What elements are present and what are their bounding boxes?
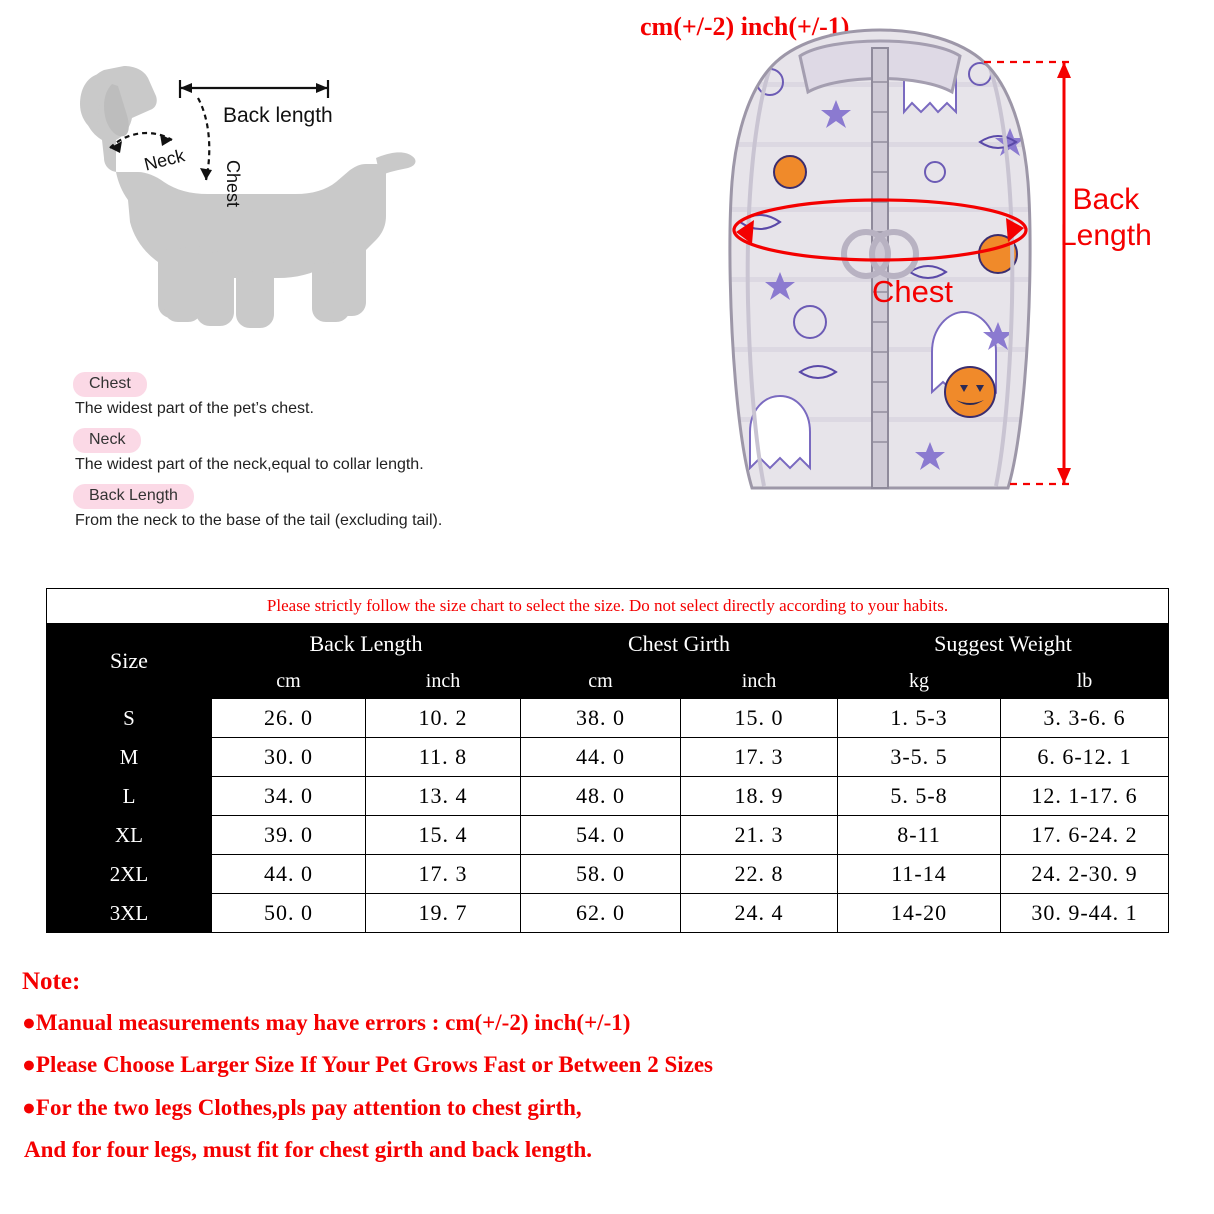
measurement-tolerance-note: cm(+/-2) inch(+/-1) [640, 12, 850, 41]
header-back-length: Back Length [212, 624, 521, 665]
row-back-cm: 26. 0 [212, 699, 366, 738]
note-line-4: And for four legs, must fit for chest girth and back length. [24, 1137, 592, 1163]
header-size: Size [47, 624, 212, 699]
row-weight-kg: 11-14 [838, 855, 1001, 894]
row-back-cm: 39. 0 [212, 816, 366, 855]
row-back-inch: 13. 4 [366, 777, 521, 816]
row-chest-cm: 48. 0 [521, 777, 681, 816]
row-chest-cm: 38. 0 [521, 699, 681, 738]
row-size: M [47, 738, 212, 777]
row-back-inch: 11. 8 [366, 738, 521, 777]
row-weight-lb: 17. 6-24. 2 [1001, 816, 1169, 855]
row-weight-lb: 12. 1-17. 6 [1001, 777, 1169, 816]
vest-product-photo-panel [640, 12, 1200, 572]
table-row [47, 894, 1169, 933]
table-row [47, 738, 1169, 777]
row-chest-inch: 15. 0 [681, 699, 838, 738]
table-row [47, 855, 1169, 894]
row-size: L [47, 777, 212, 816]
row-chest-inch: 18. 9 [681, 777, 838, 816]
row-weight-kg: 1. 5-3 [838, 699, 1001, 738]
legend-tag-neck: Neck [73, 428, 141, 453]
row-back-inch: 10. 2 [366, 699, 521, 738]
table-row [47, 699, 1169, 738]
row-chest-cm: 44. 0 [521, 738, 681, 777]
header-weight-lb: lb [1001, 665, 1169, 699]
table-row [47, 816, 1169, 855]
note-line-2: ●Please Choose Larger Size If Your Pet Grows Fast or Between 2 Sizes [22, 1052, 713, 1078]
legend-item-neck [73, 428, 593, 474]
header-chest-girth: Chest Girth [521, 624, 838, 665]
notes-section [22, 968, 1202, 1173]
legend-tag-back-length: Back Length [73, 484, 194, 509]
header-back-length-inch: inch [366, 665, 521, 699]
row-chest-inch: 22. 8 [681, 855, 838, 894]
row-chest-inch: 24. 4 [681, 894, 838, 933]
row-weight-lb: 24. 2-30. 9 [1001, 855, 1169, 894]
note-line-1: ●Manual measurements may have errors : cm(+/-2) inch(+/-1) [22, 1010, 631, 1035]
legend-tag-chest: Chest [73, 372, 147, 397]
row-chest-cm: 54. 0 [521, 816, 681, 855]
header-chest-inch: inch [681, 665, 838, 699]
row-back-inch: 15. 4 [366, 816, 521, 855]
row-weight-lb: 30. 9-44. 1 [1001, 894, 1169, 933]
legend-desc-neck: The widest part of the neck,equal to collar length. [75, 456, 424, 473]
row-size: S [47, 699, 212, 738]
diagram-chest-label: Chest [223, 160, 243, 208]
table-unit-header-row [47, 665, 1169, 699]
row-back-inch: 17. 3 [366, 855, 521, 894]
row-chest-cm: 62. 0 [521, 894, 681, 933]
notes-title: Note: [22, 968, 81, 995]
row-weight-kg: 5. 5-8 [838, 777, 1001, 816]
legend-item-back-length [73, 484, 593, 530]
header-chest-cm: cm [521, 665, 681, 699]
size-chart-table [46, 588, 1169, 933]
row-size: XL [47, 816, 212, 855]
vest-back-length-line1: Back [1072, 183, 1140, 216]
legend-desc-back-length: From the neck to the base of the tail (excluding tail). [75, 512, 443, 529]
measurement-legend [73, 372, 593, 540]
vest-back-length-label [1060, 182, 1152, 254]
row-back-cm: 34. 0 [212, 777, 366, 816]
diagram-back-length-label: Back length [223, 104, 333, 127]
row-back-cm: 50. 0 [212, 894, 366, 933]
header-back-length-cm: cm [212, 665, 366, 699]
table-notice-text: Please strictly follow the size chart to select the size. Do not select directly according to your habits. [47, 589, 1169, 624]
row-size: 2XL [47, 855, 212, 894]
legend-item-chest [73, 372, 593, 418]
header-weight-kg: kg [838, 665, 1001, 699]
size-chart-table-wrapper [46, 588, 1168, 933]
row-weight-kg: 8-11 [838, 816, 1001, 855]
diagram-neck-label: Neck [142, 145, 187, 175]
row-chest-inch: 17. 3 [681, 738, 838, 777]
table-group-header-row [47, 624, 1169, 665]
row-weight-kg: 3-5. 5 [838, 738, 1001, 777]
header-suggest-weight: Suggest Weight [838, 624, 1169, 665]
vest-chest-label: Chest [872, 274, 953, 309]
row-weight-lb: 6. 6-12. 1 [1001, 738, 1169, 777]
vest-back-length-line2: Length [1060, 219, 1152, 252]
row-weight-kg: 14-20 [838, 894, 1001, 933]
top-illustration-section [0, 0, 1214, 578]
row-back-inch: 19. 7 [366, 894, 521, 933]
row-size: 3XL [47, 894, 212, 933]
note-line-3: ●For the two legs Clothes,pls pay attention to chest girth, [22, 1094, 582, 1120]
legend-desc-chest: The widest part of the pet’s chest. [75, 400, 314, 417]
row-back-cm: 44. 0 [212, 855, 366, 894]
row-chest-cm: 58. 0 [521, 855, 681, 894]
pet-vest-image [680, 22, 1080, 522]
row-weight-lb: 3. 3-6. 6 [1001, 699, 1169, 738]
row-back-cm: 30. 0 [212, 738, 366, 777]
table-row [47, 777, 1169, 816]
row-chest-inch: 21. 3 [681, 816, 838, 855]
table-notice-row [47, 589, 1169, 624]
